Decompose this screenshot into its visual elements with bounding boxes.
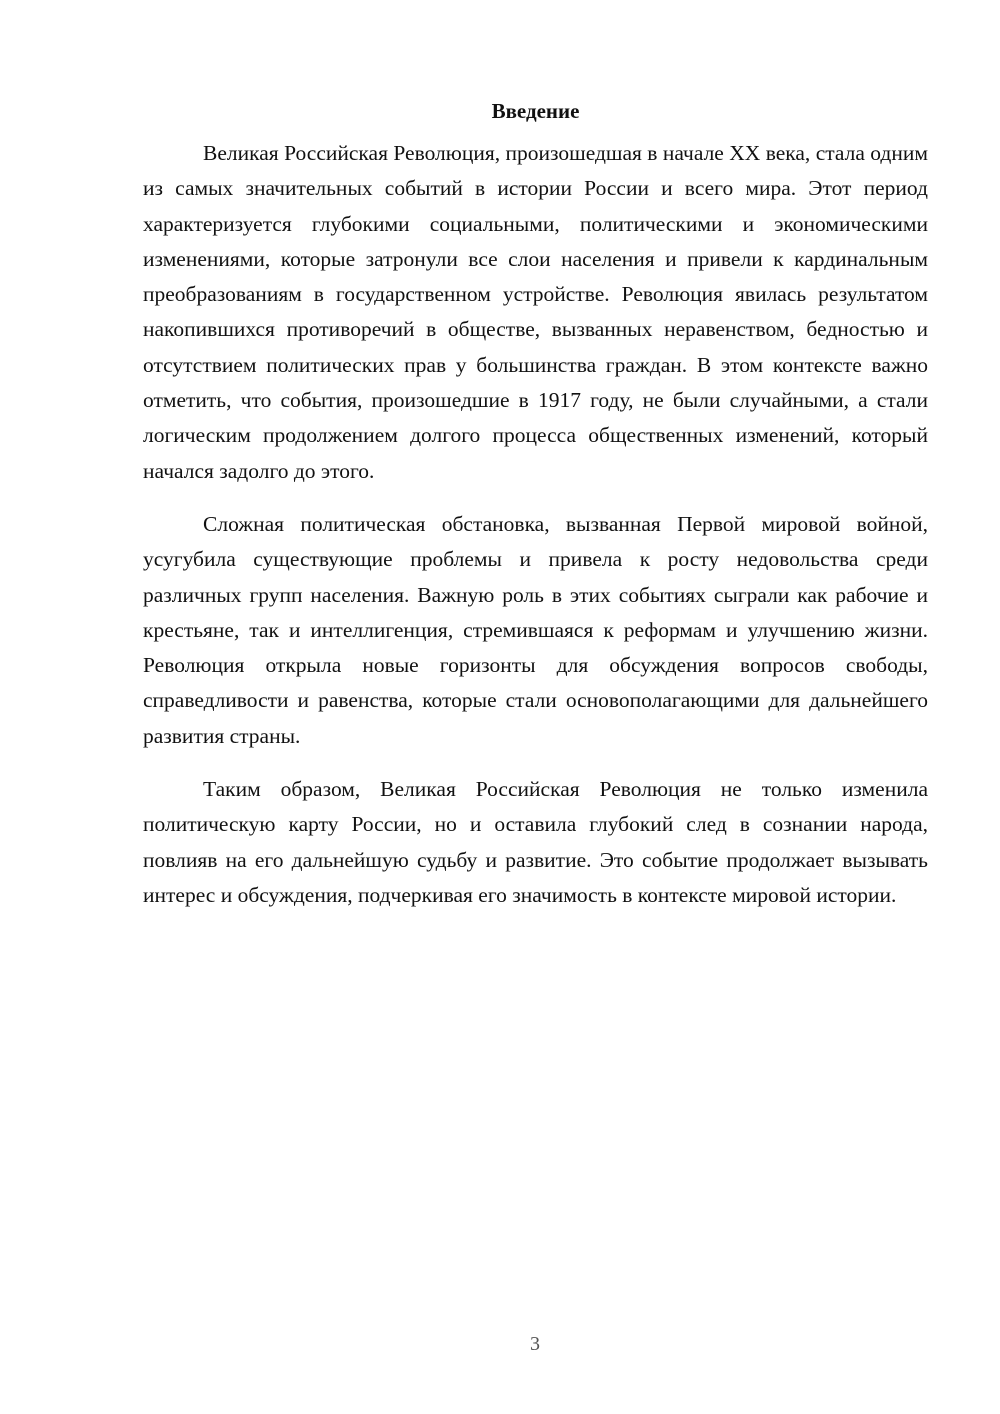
page-content xyxy=(143,96,928,930)
paragraph-1: Великая Российская Революция, произошедшая в начале XX века, стала одним из самых значительных событий в истории России и всего мира. Этот период характеризуется глубокими социальными, политическими и экономическими изменениями, которые затронули все слои населения и привели к кардинальным преобразованиям в государственном устройстве. Революция явилась результатом накопившихся противоречий в обществе, вызванных неравенством, бедностью и отсутствием политических прав у большинства граждан. В этом контексте важно отметить, что события, произошедшие в 1917 году, не были случайными, а стали логическим продолжением долгого процесса общественных изменений, который начался задолго до этого. xyxy=(143,141,928,483)
section-heading: Введение xyxy=(491,99,580,123)
page-number: 3 xyxy=(530,1333,540,1355)
paragraph-2: Сложная политическая обстановка, вызванная Первой мировой войной, усугубила существующие проблемы и привела к росту недовольства среди различных групп населения. Важную роль в этих событиях сыграли как рабочие и крестьяне, так и интеллигенция, стремившаяся к реформам и улучшению жизни. Революция открыла новые горизонты для обсуждения вопросов свободы, справедливости и равенства, которые стали основополагающими для дальнейшего развития страны. xyxy=(143,511,928,748)
paragraph-3: Таким образом, Великая Российская Революция не только изменила политическую карту России, но и оставила глубокий след в сознании народа, повлияв на его дальнейшую судьбу и развитие. Это событие продолжает вызывать интерес и обсуждения, подчеркивая его значимость в контексте мировой истории. xyxy=(143,777,928,907)
